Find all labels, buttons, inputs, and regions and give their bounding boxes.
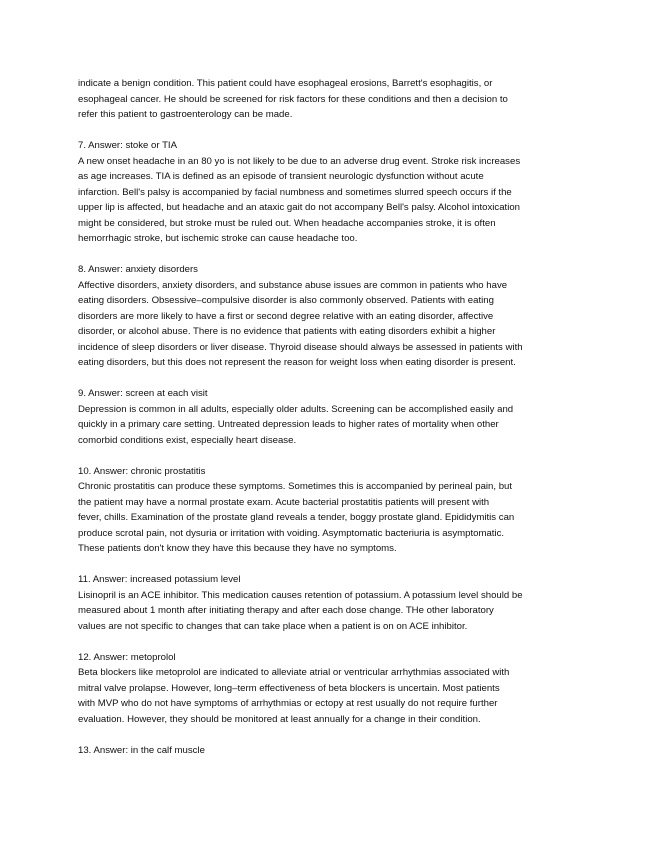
answer-heading: 10. Answer: chronic prostatitis xyxy=(78,465,206,477)
answer-body: Lisinopril is an ACE inhibitor. This medication causes retention of potassium. A potassium level should be measured about 1 month after initiating therapy and after each dose change. THe other laboratory values are not specific to changes that can take place when a patient is on on ACE inhibitor. xyxy=(78,589,523,632)
answer-heading: 13. Answer: in the calf muscle xyxy=(78,744,205,756)
answer-body: Depression is common in all adults, especially older adults. Screening can be accomplished easily and quickly in a primary care setting. Untreated depression leads to higher rates of mortality when other comorbid conditions exist, especially heart disease. xyxy=(78,403,514,446)
answer-heading: 7. Answer: stoke or TIA xyxy=(78,140,178,151)
answer-block-13 xyxy=(78,743,578,759)
answer-body: Chronic prostatitis can produce these symptoms. Sometimes this is accompanied by perineal pain, but the patient may have a normal prostate exam. Acute bacterial prostatitis patients will present with fever, chills. Examination of the prostate gland reveals a tender, boggy prostate gland. Epididymitis can produce scrotal pain, not dysuria or irritation with voiding. Asymptomatic bacteriuria is asymptomatic. These patients don't know they have this because they have no symptoms. xyxy=(78,481,515,554)
answer-block-7 xyxy=(78,138,578,247)
answer-block-8 xyxy=(78,262,578,371)
answer-body: Affective disorders, anxiety disorders, and substance abuse issues are common in patients who have eating disorders. Obsessive–compulsive disorder is also commonly observed. Patients with eating disorders are more likely to have a first or second degree relative with an eating disorder, affective disorder, or alcohol abuse. There is no evidence that patients with eating disorders exhibit a higher incidence of sleep disorders or liver disease. Thyroid disease should always be assessed in patients with eating disorders, but this does not represent the reason for weight loss when eating disorder is present. xyxy=(78,279,523,368)
answer-body: A new onset headache in an 80 yo is not likely to be due to an adverse drug event. Stroke risk increases as age increases. TIA is defined as an episode of transient neurologic dysfunction without acute infarction. Bell's palsy is accompanied by facial numbness and sometimes slurred speech occurs if the upper lip is affected, but headache and an ataxic gait do not accompany Bell's palsy. Alcohol intoxication might be considered, but stroke must be ruled out. When headache accompanies stroke, it is often hemorrhagic stroke, but ischemic stroke can cause headache too. xyxy=(78,155,521,244)
answer-block-9 xyxy=(78,386,578,448)
answer-heading: 9. Answer: screen at each visit xyxy=(78,388,208,399)
answer-heading: 8. Answer: anxiety disorders xyxy=(78,264,198,275)
document-page xyxy=(78,76,578,758)
answer-body: Beta blockers like metoprolol are indicated to alleviate atrial or ventricular arrhythmias associated with mitral valve prolapse. However, long–term effectiveness of beta blockers is uncertain. Most patients with MVP who do not have symptoms of arrhythmias or ectopy at rest usually do not require further evaluation. However, they should be monitored at least annually for a change in their condition. xyxy=(78,667,510,725)
answer-block-10 xyxy=(78,464,578,557)
answer-heading: 12. Answer: metoprolol xyxy=(78,651,176,663)
answer-block-12 xyxy=(78,650,578,728)
answer-heading: 11. Answer: increased potassium level xyxy=(78,574,241,585)
answer-block-11 xyxy=(78,572,578,634)
intro-paragraph: indicate a benign condition. This patient could have esophageal erosions, Barrett's esophagitis, or esophageal cancer. He should be screened for risk factors for these conditions and then a decision to refer this patient to gastroenterology can be made. xyxy=(78,78,508,120)
